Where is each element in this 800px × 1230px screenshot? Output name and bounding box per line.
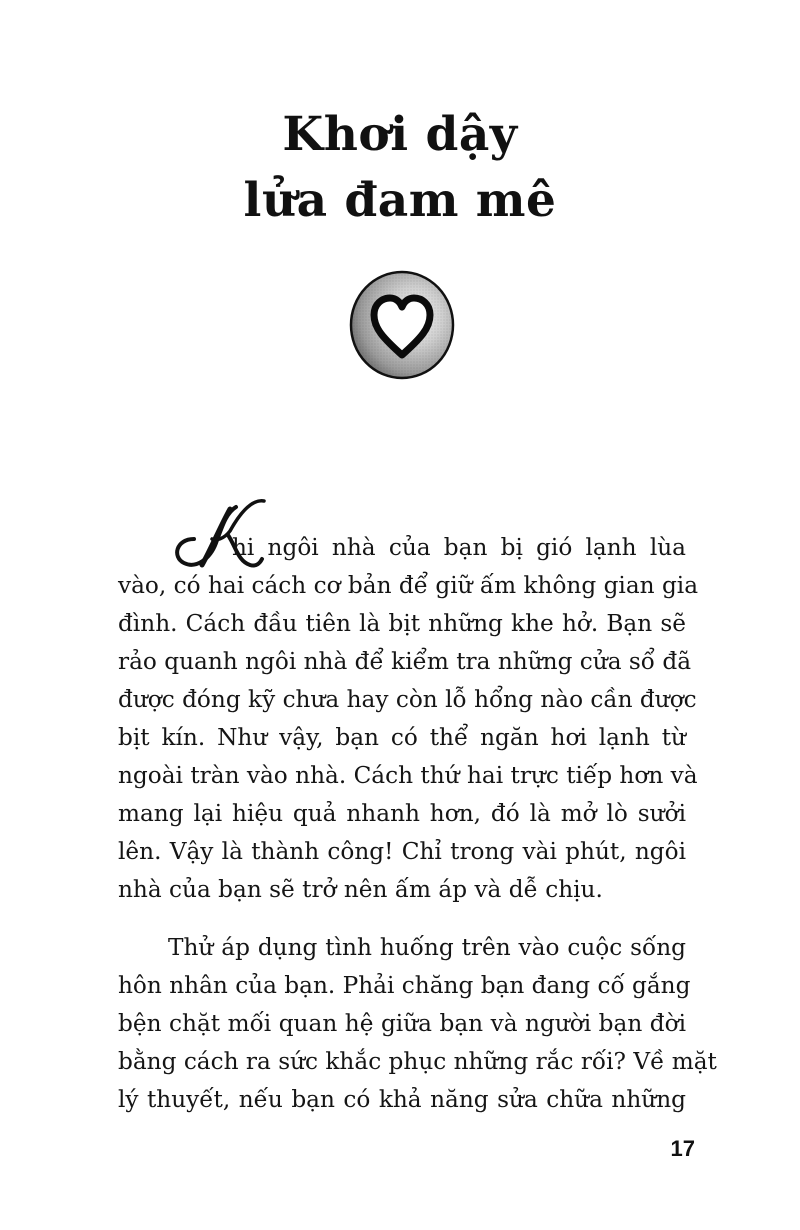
text-line: mang lại hiệu quả nhanh hơn, đó là mở lò sưởi <box>118 800 686 827</box>
paragraph-2 <box>118 929 717 1119</box>
dropcap-letter: K <box>166 495 167 496</box>
chapter-title-line-2: lửa đam mê <box>243 173 557 228</box>
text-line: bện chặt mối quan hệ giữa bạn và người bạn đời <box>118 1010 686 1037</box>
paragraph-1 <box>118 567 699 909</box>
text-line: vào, có hai cách cơ bản để giữ ấm không gian gia <box>118 572 699 599</box>
text-line: hi ngôi nhà của bạn bị gió lạnh lùa <box>232 534 686 561</box>
text-line: lên. Vậy là thành công! Chỉ trong vài phút, ngôi <box>118 838 686 865</box>
chapter-title <box>0 102 800 234</box>
text-line: lý thuyết, nếu bạn có khả năng sửa chữa những <box>118 1086 686 1113</box>
text-line: hôn nhân của bạn. Phải chăng bạn đang cố gắng <box>118 972 691 999</box>
text-line: rảo quanh ngôi nhà để kiểm tra những cửa sổ đã <box>118 648 692 675</box>
text-line: được đóng kỹ chưa hay còn lỗ hổng nào cần được <box>118 686 697 713</box>
text-line: ngoài tràn vào nhà. Cách thứ hai trực tiếp hơn và <box>118 762 698 789</box>
text-line: đình. Cách đầu tiên là bịt những khe hở. Bạn sẽ <box>118 610 686 637</box>
paragraph-1-first-line <box>232 529 686 567</box>
page-number: 17 <box>670 1136 695 1161</box>
heart-emblem <box>347 268 457 382</box>
text-line: nhà của bạn sẽ trở nên ấm áp và dễ chịu. <box>118 876 603 903</box>
chapter-title-line-1: Khơi dậy <box>282 107 518 162</box>
text-line: bằng cách ra sức khắc phục những rắc rối? Về mặt <box>118 1048 717 1075</box>
text-line: bịt kín. Như vậy, bạn có thể ngăn hơi lạnh từ <box>118 724 686 751</box>
text-line: Thử áp dụng tình huống trên vào cuộc sống <box>168 934 686 961</box>
